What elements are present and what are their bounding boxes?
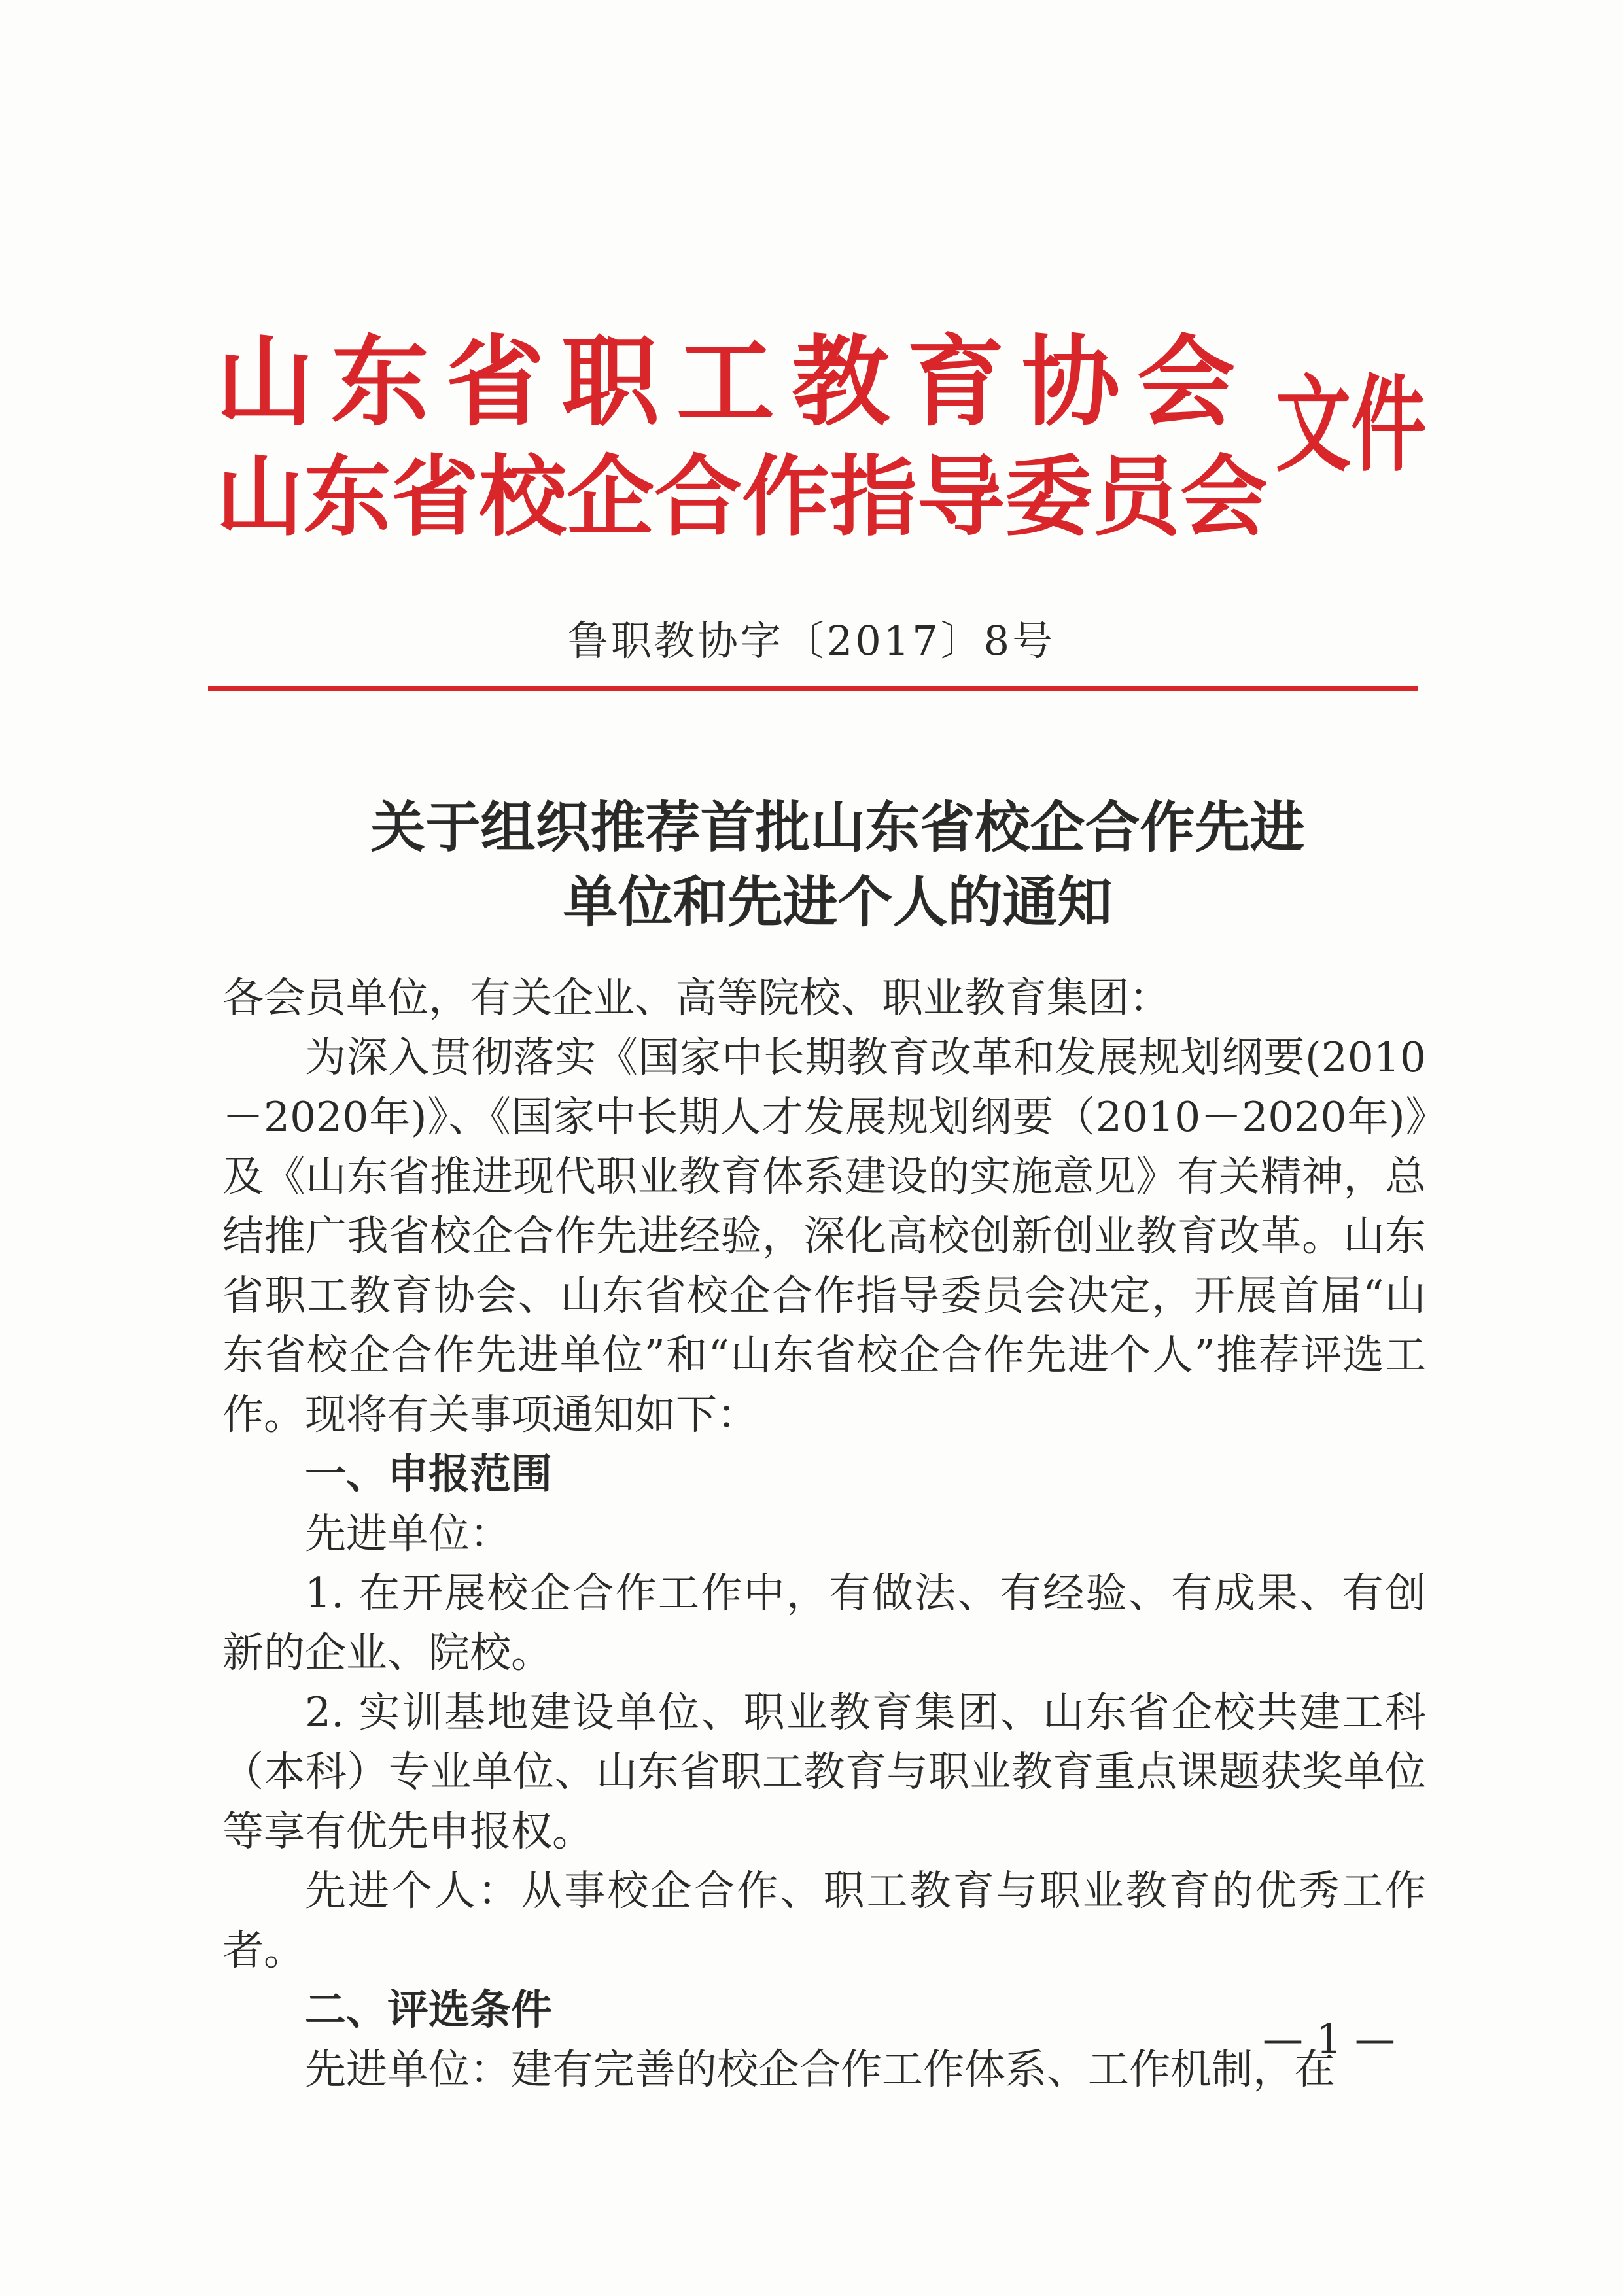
intro-paragraph: 为深入贯彻落实《国家中长期教育改革和发展规划纲要(2010－2020年)》、《国家中长期人才发展规划纲要（2010－2020年)》及《山东省推进现代职业教育体系建设的实施意见》有关精神，总结推广我省校企合作先进经验，深化高校创新创业教育改革。山东省职工教育协会、山东省校企合作指导委员会决定，开展首届“山东省校企合作先进单位”和“山东省校企合作先进个人”推荐评选工作。现将有关事项通知如下：	[222, 1034, 1426, 1438]
red-divider-line	[208, 686, 1418, 691]
page-number: — 1 —	[1263, 2015, 1395, 2062]
section-1-advanced-individuals: 先进个人：从事校企合作、职工教育与职业教育的优秀工作者。	[222, 1867, 1426, 1974]
section-2-text: 先进单位：建有完善的校企合作工作体系、工作机制，在	[305, 2045, 1335, 2093]
letterhead-suffix: 文件	[1276, 364, 1427, 486]
section-1-item-1: 1. 在开展校企合作工作中，有做法、有经验、有成果、有创新的企业、院校。	[222, 1569, 1426, 1677]
letterhead-org-1: 山东省职工教育协会	[216, 326, 1253, 440]
section-2-heading: 二、评选条件	[305, 1986, 552, 2034]
letterhead-org-2: 山东省校企合作指导委员会	[216, 446, 1268, 548]
letterhead	[216, 327, 1459, 563]
notice-title-line-1: 关于组织推荐首批山东省校企合作先进	[370, 795, 1305, 860]
document-number: 鲁职教协字〔2017〕8号	[567, 617, 1056, 665]
notice-body	[222, 968, 1426, 2099]
section-1-item-2: 2. 实训基地建设单位、职业教育集团、山东省企校共建工科（本科）专业单位、山东省职工教育与职业教育重点课题获奖单位等享有优先申报权。	[222, 1688, 1426, 1855]
salutation: 各会员单位，有关企业、高等院校、职业教育集团：	[222, 974, 1170, 1022]
section-1-heading: 一、申报范围	[305, 1450, 552, 1498]
notice-title-line-2: 单位和先进个人的通知	[563, 870, 1113, 934]
section-1-advanced-units-label: 先进单位：	[305, 1510, 511, 1557]
